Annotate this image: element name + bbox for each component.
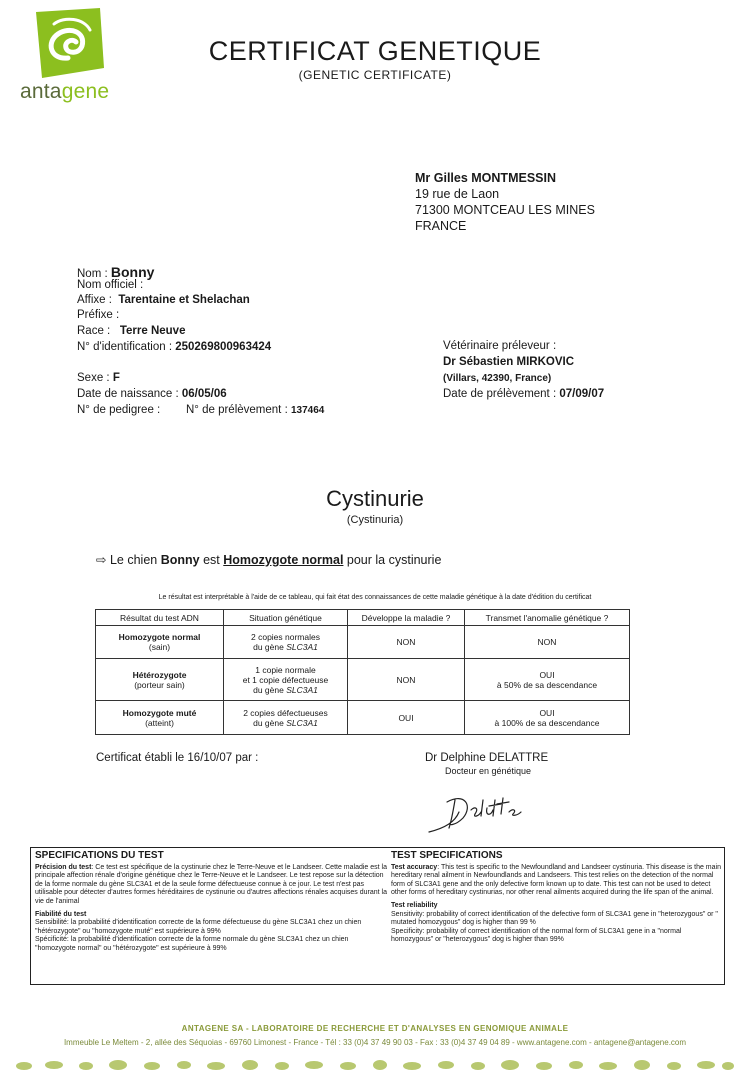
disease-title-en: (Cystinuria)	[346, 514, 404, 526]
table-row	[96, 701, 630, 735]
certificate-title: CERTIFICAT GENETIQUE	[208, 36, 542, 66]
genetic-cell: 2 copies défectueuses du gène SLC3A1	[224, 701, 348, 735]
vet-name: Dr Sébastien MIRKOVIC	[443, 356, 574, 368]
affixe-row	[77, 294, 250, 306]
table-row	[96, 659, 630, 701]
identification-value: 250269800963424	[175, 341, 272, 353]
result-cell: Hétérozygote (porteur sain)	[96, 659, 224, 701]
prelevement-num-row	[186, 404, 324, 416]
race-row	[77, 325, 185, 337]
vet-date-value: 07/09/07	[559, 388, 605, 400]
owner-name: Mr Gilles MONTMESSIN	[415, 171, 556, 185]
race-label: Race :	[77, 325, 111, 337]
owner-city: 71300 MONTCEAU LES MINES	[415, 203, 595, 217]
vet-date-row	[443, 388, 604, 400]
sexe-label: Sexe :	[77, 372, 110, 384]
table-header: Situation génétique	[224, 610, 348, 626]
owner-street: 19 rue de Laon	[415, 187, 500, 201]
disease-title: Cystinurie	[326, 486, 424, 511]
arrow-icon: ⇨	[96, 553, 107, 567]
nom-value: Bonny	[110, 264, 155, 280]
prelevement-num-label: N° de prélèvement :	[186, 404, 288, 416]
prefixe-label: Préfixe :	[77, 309, 120, 321]
table-header: Transmet l'anomalie génétique ?	[465, 610, 630, 626]
test-specifications-box	[30, 847, 725, 985]
result-dog: Bonny	[160, 553, 200, 567]
table-header-row	[96, 610, 630, 626]
prelevement-num-value: 137464	[290, 405, 325, 416]
affixe-value: Tarentaine et Shelachan	[118, 294, 250, 306]
table-row	[96, 626, 630, 659]
naissance-label: Date de naissance :	[77, 388, 179, 400]
specs-en	[391, 852, 721, 945]
owner-address	[415, 170, 595, 234]
table-header: Résultat du test ADN	[96, 610, 224, 626]
result-mid: est	[203, 553, 220, 567]
specs-fr-title: SPECIFICATIONS DU TEST	[35, 850, 164, 861]
vet-date-label: Date de prélèvement :	[443, 388, 557, 400]
sexe-row	[77, 372, 120, 384]
specs-fr-precision: Précision du test: Ce test est spécifique de la cystinurie chez le Terre-Neuve et le Landseer. Cette maladie est la principale affection rénale d'origine génétique chez le Terre-Neuve et le Landseer. Le test repose sur la détection de la forme normale du gène SLC3A1 et de la seule forme défectueuse connue à ce jour. Le test n'est pas utilisable pour détecter d'autres formes héréditaires de cystinurie ou d'autres affections rénales acquises durant la vie de l'animal	[35, 863, 387, 905]
sexe-value: F	[112, 372, 120, 384]
race-value: Terre Neuve	[119, 325, 186, 337]
nom-officiel-label: Nom officiel :	[77, 279, 144, 291]
identification-label: N° d'identification :	[77, 341, 173, 353]
certificate-subtitle: (GENETIC CERTIFICATE)	[298, 68, 452, 82]
affixe-label: Affixe :	[77, 294, 112, 306]
naissance-value: 06/05/06	[181, 388, 227, 400]
naissance-row	[77, 388, 227, 400]
result-cell: Homozygote muté (atteint)	[96, 701, 224, 735]
specs-en-sensitivity: Sensitivity: probability of correct identification of the defective form of SLC3A1 gene in "heterozygous" or " mutated homozygous" dog is higher than 99 %	[391, 910, 718, 927]
footer-company: ANTAGENE SA - LABORATOIRE DE RECHERCHE ET D'ANALYSES EN GENOMIQUE ANIMALE	[181, 1024, 569, 1033]
doctor-name: Dr Delphine DELATTRE	[425, 752, 549, 764]
doctor-title: Docteur en génétique	[445, 766, 532, 776]
develops-cell: OUI	[348, 701, 465, 735]
result-prefix: Le chien	[109, 553, 158, 567]
specs-en-accuracy: Test accuracy: This test is specific to the Newfoundland and Landseer cystinuria. This disease is the main hereditary renal ailment in Newfoundlands and Landseers. This test relies on the detection of the normal form of SLC3A1 gene and the only defective form known up to date. This test can not be used to detect other forms of hereditary cystinurias, nor other renal ailments acquired during the life span of the animal.	[391, 863, 721, 897]
vet-label: Vétérinaire préleveur :	[443, 340, 557, 352]
test-result	[96, 552, 441, 567]
specs-fr-sensibilite: Sensibilité: la probabilité d'identification correcte de la forme défectueuse du gène SLC3A1 chez un chien "hétérozygote" ou "homozygote muté" est supérieure à 99%	[35, 919, 362, 935]
transmits-cell: OUI à 50% de sa descendance	[465, 659, 630, 701]
vet-location: (Villars, 42390, France)	[443, 373, 552, 384]
specs-fr	[35, 852, 387, 954]
result-status: Homozygote normal	[223, 553, 344, 567]
develops-cell: NON	[348, 659, 465, 701]
transmits-cell: OUI à 100% de sa descendance	[465, 701, 630, 735]
owner-country: FRANCE	[415, 219, 467, 233]
brand-name: antagene	[20, 80, 110, 103]
specs-en-title: TEST SPECIFICATIONS	[391, 850, 503, 861]
genetic-cell: 2 copies normales du gène SLC3A1	[224, 626, 348, 659]
animal-silhouettes-icon	[14, 1056, 736, 1072]
table-header: Développe la maladie ?	[348, 610, 465, 626]
signature-icon	[425, 782, 535, 838]
develops-cell: NON	[348, 626, 465, 659]
specs-fr-fiabilite: Fiabilité du test	[35, 910, 87, 918]
transmits-cell: NON	[465, 626, 630, 659]
specs-en-specificity: Specificity: probability of correct identification of the normal form of SLC3A1 gene in a "normal homozygous" or "heterozygous" dog is higher than 99%	[391, 927, 682, 944]
interpretation-table	[95, 609, 630, 735]
nom-label: Nom :	[77, 268, 108, 280]
identification-row	[77, 341, 271, 353]
footer-address: Immeuble Le Meltem - 2, allée des Séquoias - 69760 Limonest - France - Tél : 33 (0)4 37 49 90 03 - Fax : 33 (0)4 37 49 04 89 - www.antagene.com - antagene@antagene.com	[63, 1038, 687, 1047]
nom-row	[77, 264, 154, 280]
genetic-cell: 1 copie normale et 1 copie défectueuse du gène SLC3A1	[224, 659, 348, 701]
pedigree-label: N° de pedigree :	[77, 404, 161, 416]
result-cell: Homozygote normal (sain)	[96, 626, 224, 659]
certification-date: Certificat établi le 16/10/07 par :	[96, 752, 259, 764]
specs-en-reliability: Test reliability	[391, 901, 438, 909]
result-suffix: pour la cystinurie	[346, 553, 442, 567]
interpretation-note: Le résultat est interprétable à l'aide de ce tableau, qui fait état des connaissances de cette maladie génétique à la date d'édition du certificat	[158, 594, 592, 601]
specs-fr-specificite: Spécificité: la probabilité d'identification correcte de la forme normale du gène SLC3A1 chez un chien "homozygote normal" ou "hétérozygote" est supérieure à 99%	[35, 936, 349, 952]
